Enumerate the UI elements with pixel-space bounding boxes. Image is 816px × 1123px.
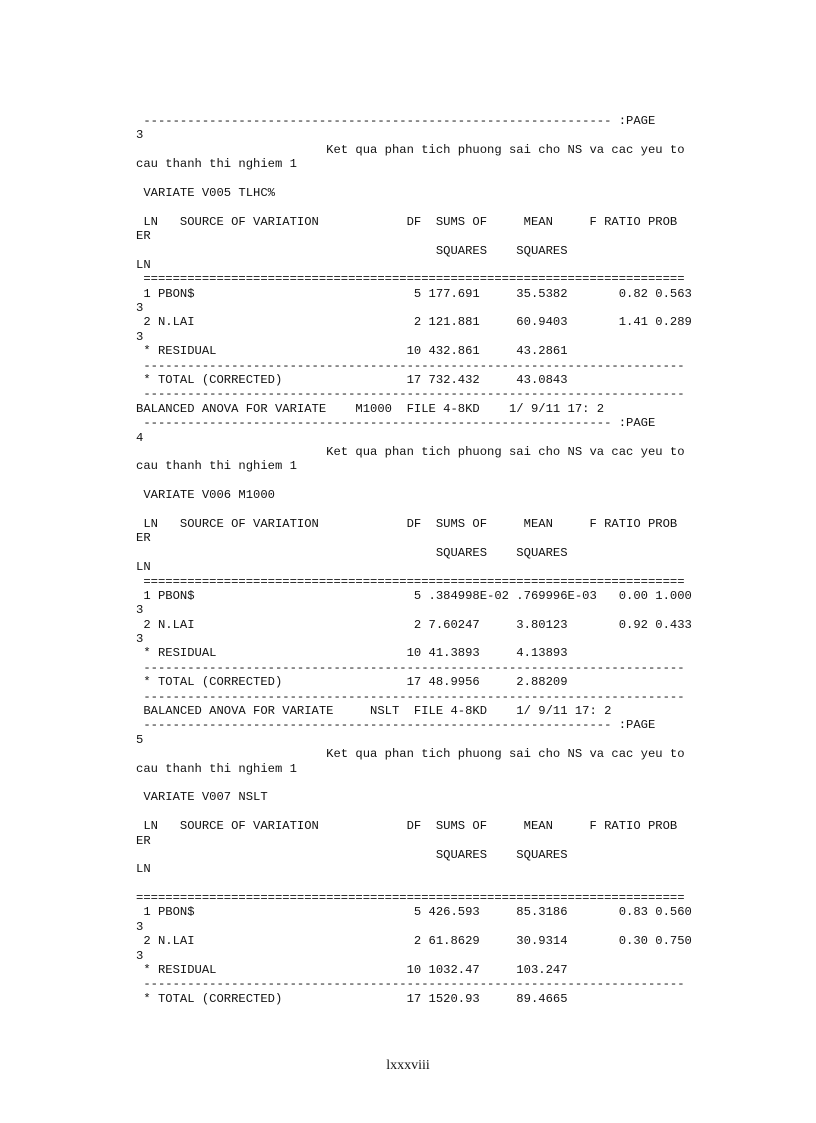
table-subheader: SQUARES SQUARES [136,545,568,560]
table-row-wrap: 3 [136,948,144,963]
double-rule: ========================================================================== [136,272,685,287]
table-row: 1 PBON$ 5 426.593 85.3186 0.83 0.560 [136,905,692,920]
residual-row: * RESIDUAL 10 1032.47 103.247 [136,963,568,978]
table-row: 2 N.LAI 2 7.60247 3.80123 0.92 0.433 [136,617,692,632]
table-row: 2 N.LAI 2 61.8629 30.9314 0.30 0.750 [136,934,692,949]
total-row: * TOTAL (CORRECTED) 17 48.9956 2.88209 [136,675,568,690]
anova-block-m1000 [136,416,736,718]
table-row-wrap: 3 [136,632,144,647]
single-rule: -------------------------------------------------------------------------- [136,977,685,992]
blank-line [136,877,736,891]
report-heading-cont: cau thanh thi nghiem 1 [136,761,297,776]
variate-label: VARIATE V006 M1000 [136,488,275,503]
blank-line [136,805,736,819]
table-header-wrap: LN [136,862,151,877]
report-heading-cont: cau thanh thi nghiem 1 [136,157,297,172]
double-rule: =========================================================================== [136,891,685,906]
table-row-wrap: 3 [136,301,144,316]
residual-row: * RESIDUAL 10 41.3893 4.13893 [136,646,568,661]
variate-label: VARIATE V005 TLHC% [136,185,275,200]
blank-line [136,172,736,186]
table-header-wrap: ER [136,833,151,848]
page-number: 3 [136,128,144,143]
table-header: LN SOURCE OF VARIATION DF SUMS OF MEAN F RATIO PROB [136,214,678,229]
table-row-wrap: 3 [136,603,144,618]
page-rule: ---------------------------------------------------------------- :PAGE [136,718,656,733]
single-rule: -------------------------------------------------------------------------- [136,358,685,373]
total-row: * TOTAL (CORRECTED) 17 732.432 43.0843 [136,373,568,388]
page-number: 5 [136,732,144,747]
blank-line [136,503,736,517]
table-row-wrap: 3 [136,329,144,344]
table-subheader: SQUARES SQUARES [136,847,568,862]
anova-caption: BALANCED ANOVA FOR VARIATE M1000 FILE 4-8KD 1/ 9/11 17: 2 [136,401,605,416]
table-header: LN SOURCE OF VARIATION DF SUMS OF MEAN F RATIO PROB [136,516,678,531]
variate-label: VARIATE V007 NSLT [136,790,268,805]
blank-line [136,474,736,488]
table-header-wrap: ER [136,229,151,244]
report-heading: Ket qua phan tich phuong sai cho NS va cac yeu to [136,747,685,762]
report-heading: Ket qua phan tich phuong sai cho NS va cac yeu to [136,142,685,157]
single-rule: -------------------------------------------------------------------------- [136,660,685,675]
residual-row: * RESIDUAL 10 432.861 43.2861 [136,344,568,359]
table-subheader: SQUARES SQUARES [136,243,568,258]
table-header-wrap: LN [136,257,151,272]
double-rule: ========================================================================== [136,574,685,589]
single-rule: -------------------------------------------------------------------------- [136,689,685,704]
table-header: LN SOURCE OF VARIATION DF SUMS OF MEAN F RATIO PROB [136,819,678,834]
table-header-wrap: LN [136,560,151,575]
anova-block-nslt [136,718,736,1006]
page-folio: lxxxviii [386,1058,430,1073]
page-rule: ---------------------------------------------------------------- :PAGE [136,114,656,128]
table-row: 2 N.LAI 2 121.881 60.9403 1.41 0.289 [136,315,692,330]
report-heading-cont: cau thanh thi nghiem 1 [136,459,297,474]
report-heading: Ket qua phan tich phuong sai cho NS va cac yeu to [136,444,685,459]
page-rule: ---------------------------------------------------------------- :PAGE [136,416,656,431]
single-rule: -------------------------------------------------------------------------- [136,387,685,402]
page-number: 4 [136,430,144,445]
blank-line [136,200,736,214]
table-row: 1 PBON$ 5 177.691 35.5382 0.82 0.563 [136,286,692,301]
table-row-wrap: 3 [136,919,144,934]
total-row: * TOTAL (CORRECTED) 17 1520.93 89.4665 [136,991,568,1006]
table-row: 1 PBON$ 5 .384998E-02 .769996E-03 0.00 1.000 [136,588,692,603]
anova-output [136,114,736,1006]
table-header-wrap: ER [136,531,151,546]
blank-line [136,776,736,790]
anova-caption: BALANCED ANOVA FOR VARIATE NSLT FILE 4-8KD 1/ 9/11 17: 2 [136,704,612,719]
anova-block-tlhc [136,114,736,416]
